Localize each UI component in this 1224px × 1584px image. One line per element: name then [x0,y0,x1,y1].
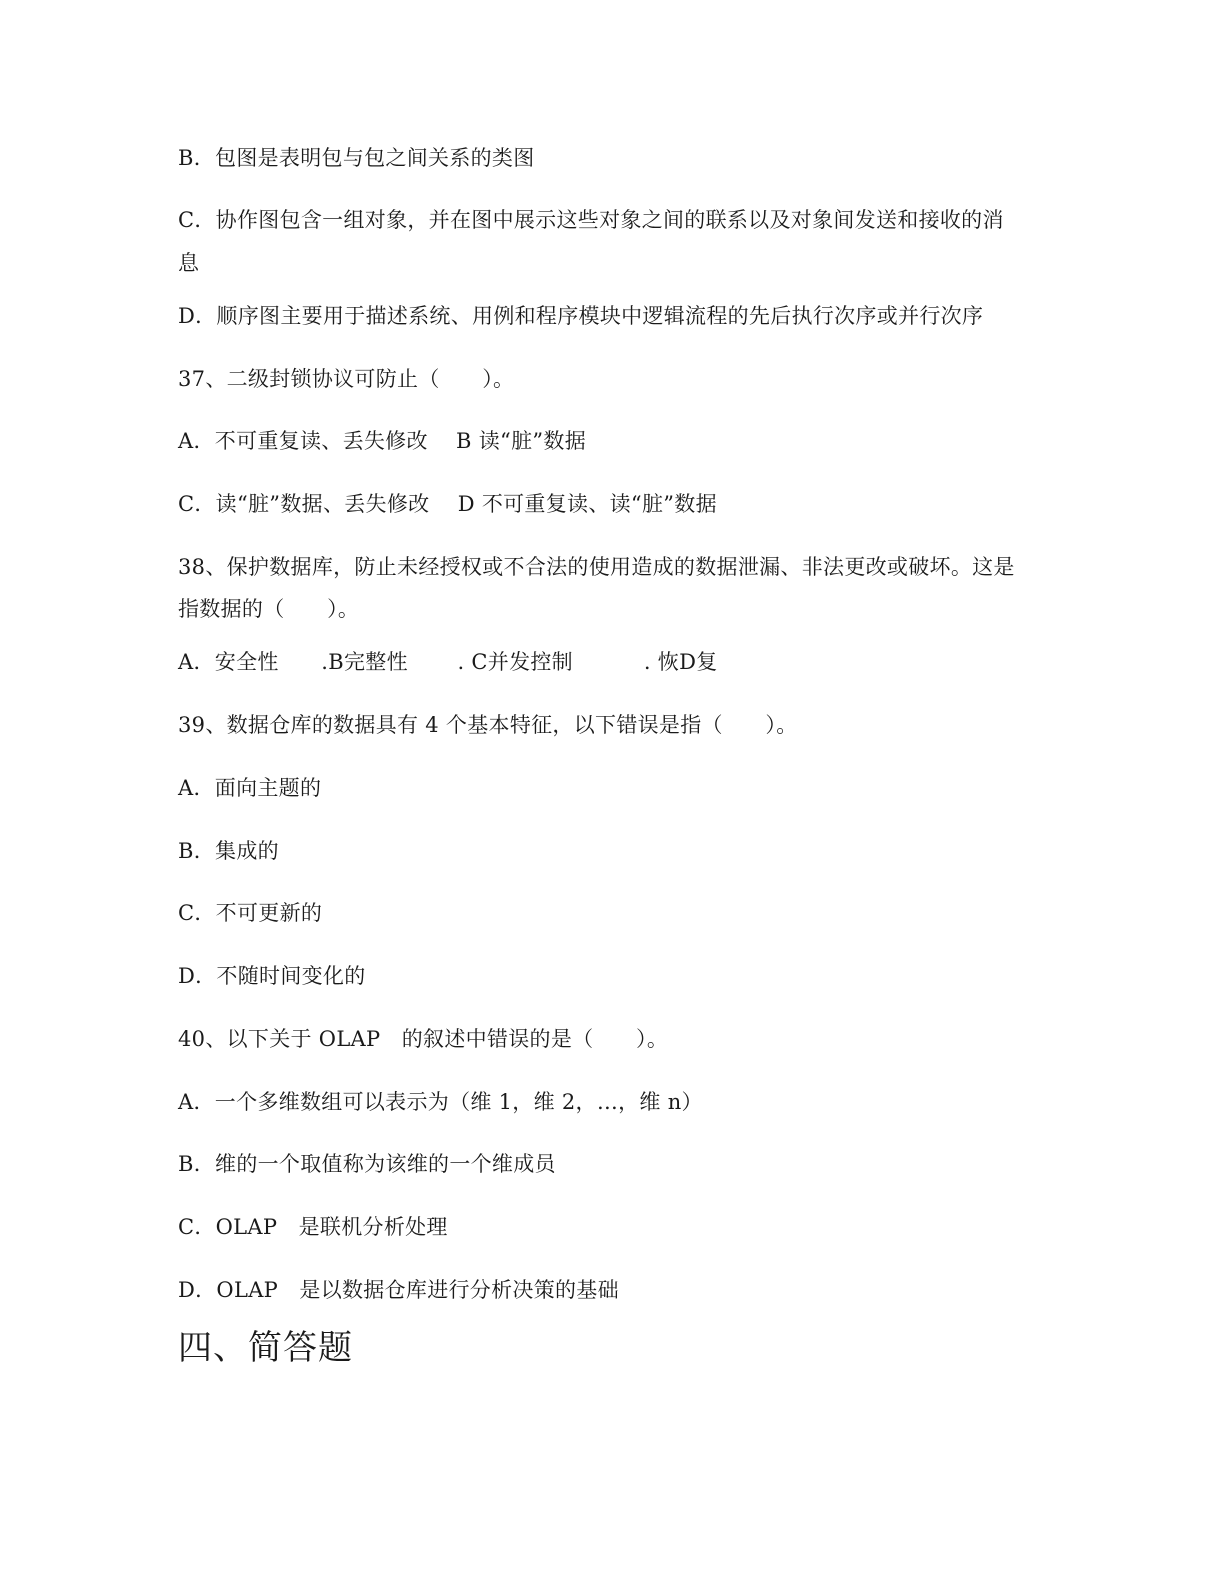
option-b-package-diagram: B．包图是表明包与包之间关系的类图 [178,146,535,170]
question-39-option-a: A．面向主题的 [178,776,322,800]
question-37-options-ab: A．不可重复读、丢失修改 B 读“脏”数据 [178,429,587,453]
question-38: 38、保护数据库，防止未经授权或不合法的使用造成的数据泄漏、非法更改或破坏。这是 [178,555,1015,579]
option-c-continuation: 息 [178,251,200,275]
question-40-option-b: B．维的一个取值称为该维的一个维成员 [178,1152,556,1176]
question-40: 40、以下关于 OLAP 的叙述中错误的是（ ）。 [178,1027,669,1051]
question-37-options-cd: C．读“脏”数据、丢失修改 D 不可重复读、读“脏”数据 [178,492,717,516]
question-39-option-b: B．集成的 [178,839,279,863]
question-39-option-c: C．不可更新的 [178,901,323,925]
question-39-option-d: D．不随时间变化的 [178,964,366,988]
option-d-sequence-diagram: D．顺序图主要用于描述系统、用例和程序模块中逻辑流程的先后执行次序或并行次序 [178,304,984,328]
question-40-option-c: C．OLAP 是联机分析处理 [178,1215,448,1239]
section-heading: 四、简答题 [178,1328,353,1368]
question-38-continuation: 指数据的（ ）。 [178,597,360,621]
question-39: 39、数据仓库的数据具有 4 个基本特征，以下错误是指（ ）。 [178,713,798,737]
option-c-collaboration-diagram: C．协作图包含一组对象，并在图中展示这些对象之间的联系以及对象间发送和接收的消 [178,208,1004,232]
question-38-options: A．安全性 .B完整性 . C并发控制 . 恢D复 [178,650,718,674]
question-37: 37、二级封锁协议可防止（ ）。 [178,367,515,391]
question-40-option-a: A．一个多维数组可以表示为（维 1，维 2，…，维 n） [178,1090,703,1114]
question-40-option-d: D．OLAP 是以数据仓库进行分析决策的基础 [178,1278,619,1302]
